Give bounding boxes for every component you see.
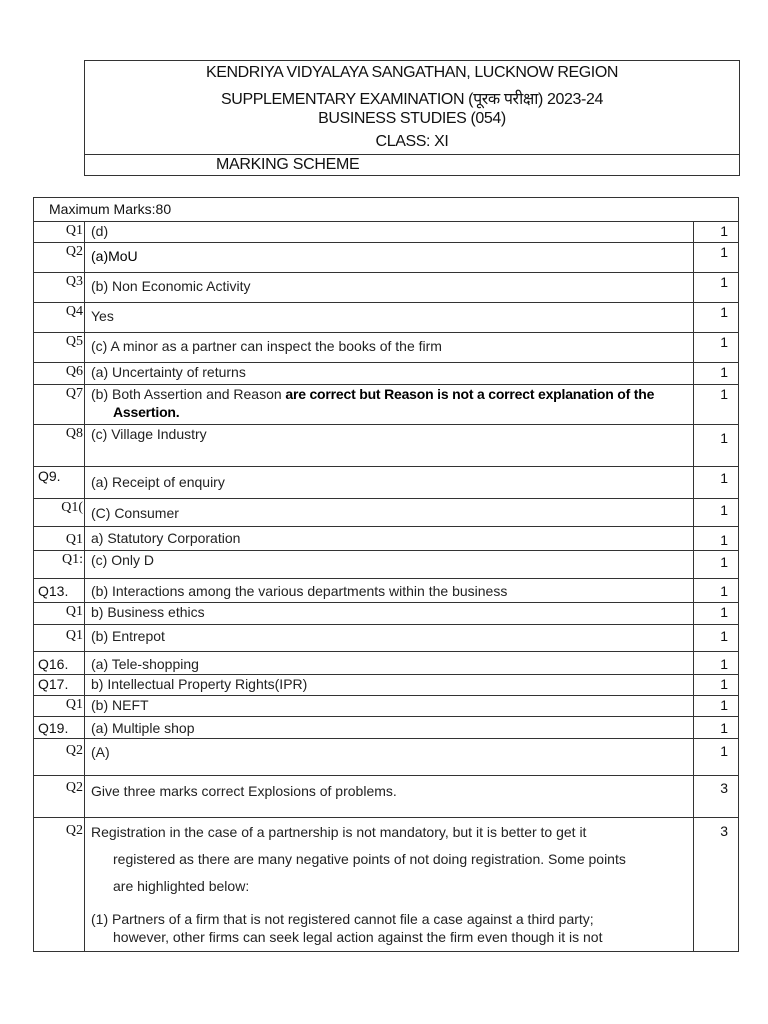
question-number: Q1 bbox=[34, 696, 85, 717]
answer-text: b) Business ethics bbox=[85, 603, 694, 625]
marks-value: 1 bbox=[694, 333, 739, 363]
answer-text: (b) Non Economic Activity bbox=[85, 273, 694, 303]
marks-value: 1 bbox=[694, 652, 739, 675]
table-row bbox=[34, 363, 739, 385]
marks-value: 1 bbox=[694, 717, 739, 739]
answer-text: Yes bbox=[85, 303, 694, 333]
table-row bbox=[34, 776, 739, 818]
answer-point bbox=[91, 910, 693, 946]
table-row bbox=[34, 652, 739, 675]
max-marks-label: Maximum Marks:80 bbox=[34, 198, 739, 222]
question-number: Q19. bbox=[34, 717, 85, 739]
answer-text-part: (b) Both Assertion and Reason bbox=[91, 386, 282, 402]
table-row bbox=[34, 675, 739, 696]
table-row bbox=[34, 717, 739, 739]
marks-value: 1 bbox=[694, 303, 739, 333]
question-number: Q2 bbox=[34, 739, 85, 776]
answer-text: (a) Uncertainty of returns bbox=[85, 363, 694, 385]
table-row bbox=[34, 222, 739, 243]
question-number: Q1: bbox=[34, 551, 85, 579]
answer-text: (a) Receipt of enquiry bbox=[85, 467, 694, 499]
marks-value: 1 bbox=[694, 579, 739, 603]
question-number: Q2 bbox=[34, 818, 85, 952]
header-subject: BUSINESS STUDIES (054) bbox=[318, 110, 506, 127]
question-number: Q6 bbox=[34, 363, 85, 385]
table-row bbox=[34, 273, 739, 303]
question-number: Q1 bbox=[34, 527, 85, 551]
answer-text: (a) Multiple shop bbox=[85, 717, 694, 739]
question-number: Q9. bbox=[34, 467, 85, 499]
table-row bbox=[34, 579, 739, 603]
table-row bbox=[34, 333, 739, 363]
answer-point-line: however, other firms can seek legal action against the firm even though it is not bbox=[113, 929, 603, 945]
marking-scheme-title: MARKING SCHEME bbox=[216, 156, 360, 173]
question-number: Q7 bbox=[34, 385, 85, 425]
table-row bbox=[34, 385, 739, 425]
question-number: Q5 bbox=[34, 333, 85, 363]
answer-text: b) Intellectual Property Rights(IPR) bbox=[85, 675, 694, 696]
max-marks-row bbox=[34, 198, 739, 222]
answer-text: (C) Consumer bbox=[85, 499, 694, 527]
answer-text: (b) Interactions among the various departments within the business bbox=[85, 579, 694, 603]
answer-text: (d) bbox=[85, 222, 694, 243]
answer-text bbox=[85, 385, 694, 425]
marks-value: 1 bbox=[694, 739, 739, 776]
marks-value: 1 bbox=[694, 425, 739, 467]
header-class: CLASS: XI bbox=[375, 133, 449, 150]
marks-value: 3 bbox=[694, 776, 739, 818]
document-header bbox=[84, 60, 740, 176]
question-number: Q13. bbox=[34, 579, 85, 603]
question-number: Q1 bbox=[34, 222, 85, 243]
answer-text: (b) NEFT bbox=[85, 696, 694, 717]
table-row bbox=[34, 696, 739, 717]
question-number: Q1 bbox=[34, 603, 85, 625]
question-number: Q3 bbox=[34, 273, 85, 303]
answer-text bbox=[85, 818, 694, 952]
table-row bbox=[34, 527, 739, 551]
answer-text: (A) bbox=[85, 739, 694, 776]
answer-text: (a)MoU bbox=[85, 243, 694, 273]
question-number: Q17. bbox=[34, 675, 85, 696]
marks-value: 3 bbox=[694, 818, 739, 952]
answer-text: (a) Tele-shopping bbox=[85, 652, 694, 675]
table-row bbox=[34, 603, 739, 625]
marking-scheme-table bbox=[33, 197, 739, 952]
table-row bbox=[34, 625, 739, 652]
table-row bbox=[34, 551, 739, 579]
question-number: Q4 bbox=[34, 303, 85, 333]
header-organization: KENDRIYA VIDYALAYA SANGATHAN, LUCKNOW REGION bbox=[205, 64, 619, 81]
marks-value: 1 bbox=[694, 385, 739, 425]
question-number: Q1( bbox=[34, 499, 85, 527]
marks-value: 1 bbox=[694, 603, 739, 625]
marks-value: 1 bbox=[694, 527, 739, 551]
table-row bbox=[34, 243, 739, 273]
table-row bbox=[34, 739, 739, 776]
answer-text-bold-cont: Assertion. bbox=[113, 404, 180, 420]
answer-text: (c) Only D bbox=[85, 551, 694, 579]
marks-value: 1 bbox=[694, 467, 739, 499]
marks-value: 1 bbox=[694, 625, 739, 652]
answer-text-bold: are correct but Reason is not a correct explanation of the bbox=[281, 386, 655, 402]
question-number: Q2 bbox=[34, 243, 85, 273]
marks-value: 1 bbox=[694, 243, 739, 273]
marks-value: 1 bbox=[694, 675, 739, 696]
answer-text: Give three marks correct Explosions of problems. bbox=[85, 776, 694, 818]
answer-paragraph-line: Registration in the case of a partnership is not mandatory, but it is better to get it bbox=[91, 824, 587, 840]
table-row bbox=[34, 467, 739, 499]
table-row bbox=[34, 303, 739, 333]
answer-text: (c) A minor as a partner can inspect the books of the firm bbox=[85, 333, 694, 363]
header-exam-title: SUPPLEMENTARY EXAMINATION (पूरक परीक्षा) 2023-24 bbox=[221, 91, 603, 108]
question-number: Q2 bbox=[34, 776, 85, 818]
marks-value: 1 bbox=[694, 499, 739, 527]
table-row bbox=[34, 499, 739, 527]
marks-value: 1 bbox=[694, 363, 739, 385]
marks-value: 1 bbox=[694, 222, 739, 243]
marks-value: 1 bbox=[694, 551, 739, 579]
answer-text: a) Statutory Corporation bbox=[85, 527, 694, 551]
question-number: Q1 bbox=[34, 625, 85, 652]
marks-value: 1 bbox=[694, 273, 739, 303]
answer-paragraph-line: registered as there are many negative points of not doing registration. Some points bbox=[113, 851, 626, 867]
table-row bbox=[34, 425, 739, 467]
table-row bbox=[34, 818, 739, 952]
marks-value: 1 bbox=[694, 696, 739, 717]
answer-text: (c) Village Industry bbox=[85, 425, 694, 467]
question-number: Q16. bbox=[34, 652, 85, 675]
answer-paragraph-line: are highlighted below: bbox=[113, 878, 250, 894]
header-divider bbox=[85, 154, 739, 155]
answer-point-line: (1) Partners of a firm that is not registered cannot file a case against a third party; bbox=[91, 911, 594, 927]
answer-text: (b) Entrepot bbox=[85, 625, 694, 652]
question-number: Q8 bbox=[34, 425, 85, 467]
